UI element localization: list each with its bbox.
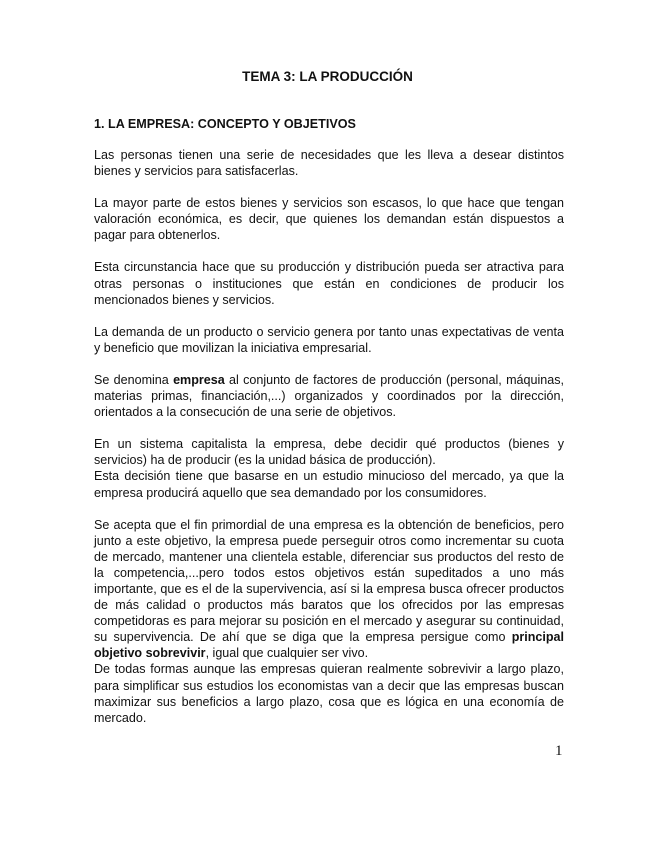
paragraph-demand: La demanda de un producto o servicio genera por tanto unas expectativas de venta y beneficio que movilizan la iniciativa empresarial. xyxy=(94,324,564,355)
text-run: al conjunto de factores de producción (personal, máquinas, materias primas, financiación,...) organizados y coordinados por la dirección, orientados a la consecución de una serie de objetivos. xyxy=(94,372,564,420)
text-run: Se acepta que el fin primordial de una empresa es la obtención de beneficios, pero junto a este objetivo, la empresa puede perseguir otros como incrementar su cuota de mercado, mantener una clientela estable, diferenciar sus productos del resto de la competencia,...pero todos estos objetivos están supeditados a uno más importante, que es el de la supervivencia, así si la empresa busca ofrecer productos de más calidad o productos más baratos que los ofrecidos por las empresas competidoras es para mejorar su posición en el mercado y asegurar su continuidad, su supervivencia. De ahí que se diga que la empresa persigue como xyxy=(94,517,564,645)
text-run: Se denomina xyxy=(94,372,174,387)
section-heading: 1. LA EMPRESA: CONCEPTO Y OBJETIVOS xyxy=(94,117,356,131)
paragraph-empresa-definition xyxy=(94,372,564,420)
bold-term-empresa: empresa xyxy=(173,372,225,387)
paragraph-needs: Las personas tienen una serie de necesidades que les lleva a desear distintos bienes y servicios para satisfacerlas. xyxy=(94,148,564,179)
document-body xyxy=(94,147,564,742)
paragraph-capitalist-system: En un sistema capitalista la empresa, debe decidir qué productos (bienes y servicios) ha de producir (es la unidad básica de producción). xyxy=(94,437,564,468)
paragraph-market-study: Esta decisión tiene que basarse en un estudio minucioso del mercado, ya que la empresa producirá aquello que sea demandado por los consumidores. xyxy=(94,469,564,500)
text-run: , igual que cualquier ser vivo. xyxy=(205,646,369,661)
paragraph-scarcity: La mayor parte de estos bienes y servicios son escasos, lo que hace que tengan valoración económica, es decir, que quienes los demandan están dispuestos a pagar para obtenerlos. xyxy=(94,196,564,243)
paragraph-production-attractive: Esta circunstancia hace que su producción y distribución pueda ser atractiva para otras personas o instituciones que están en condiciones de producir los mencionados bienes y servicios. xyxy=(94,260,564,307)
paragraph-objectives xyxy=(94,517,564,662)
page-title: TEMA 3: LA PRODUCCIÓN xyxy=(242,69,413,84)
paragraph-maximize-profits: De todas formas aunque las empresas quieran realmente sobrevivir a largo plazo, para simplificar sus estudios los economistas van a decir que las empresas buscan maximizar sus beneficios a largo plazo, cosa que es lógica en una economía de mercado. xyxy=(94,662,564,725)
bold-term-principal-objective: principal objetivo sobrevivir xyxy=(94,630,564,661)
page-number: 1 xyxy=(555,743,563,759)
